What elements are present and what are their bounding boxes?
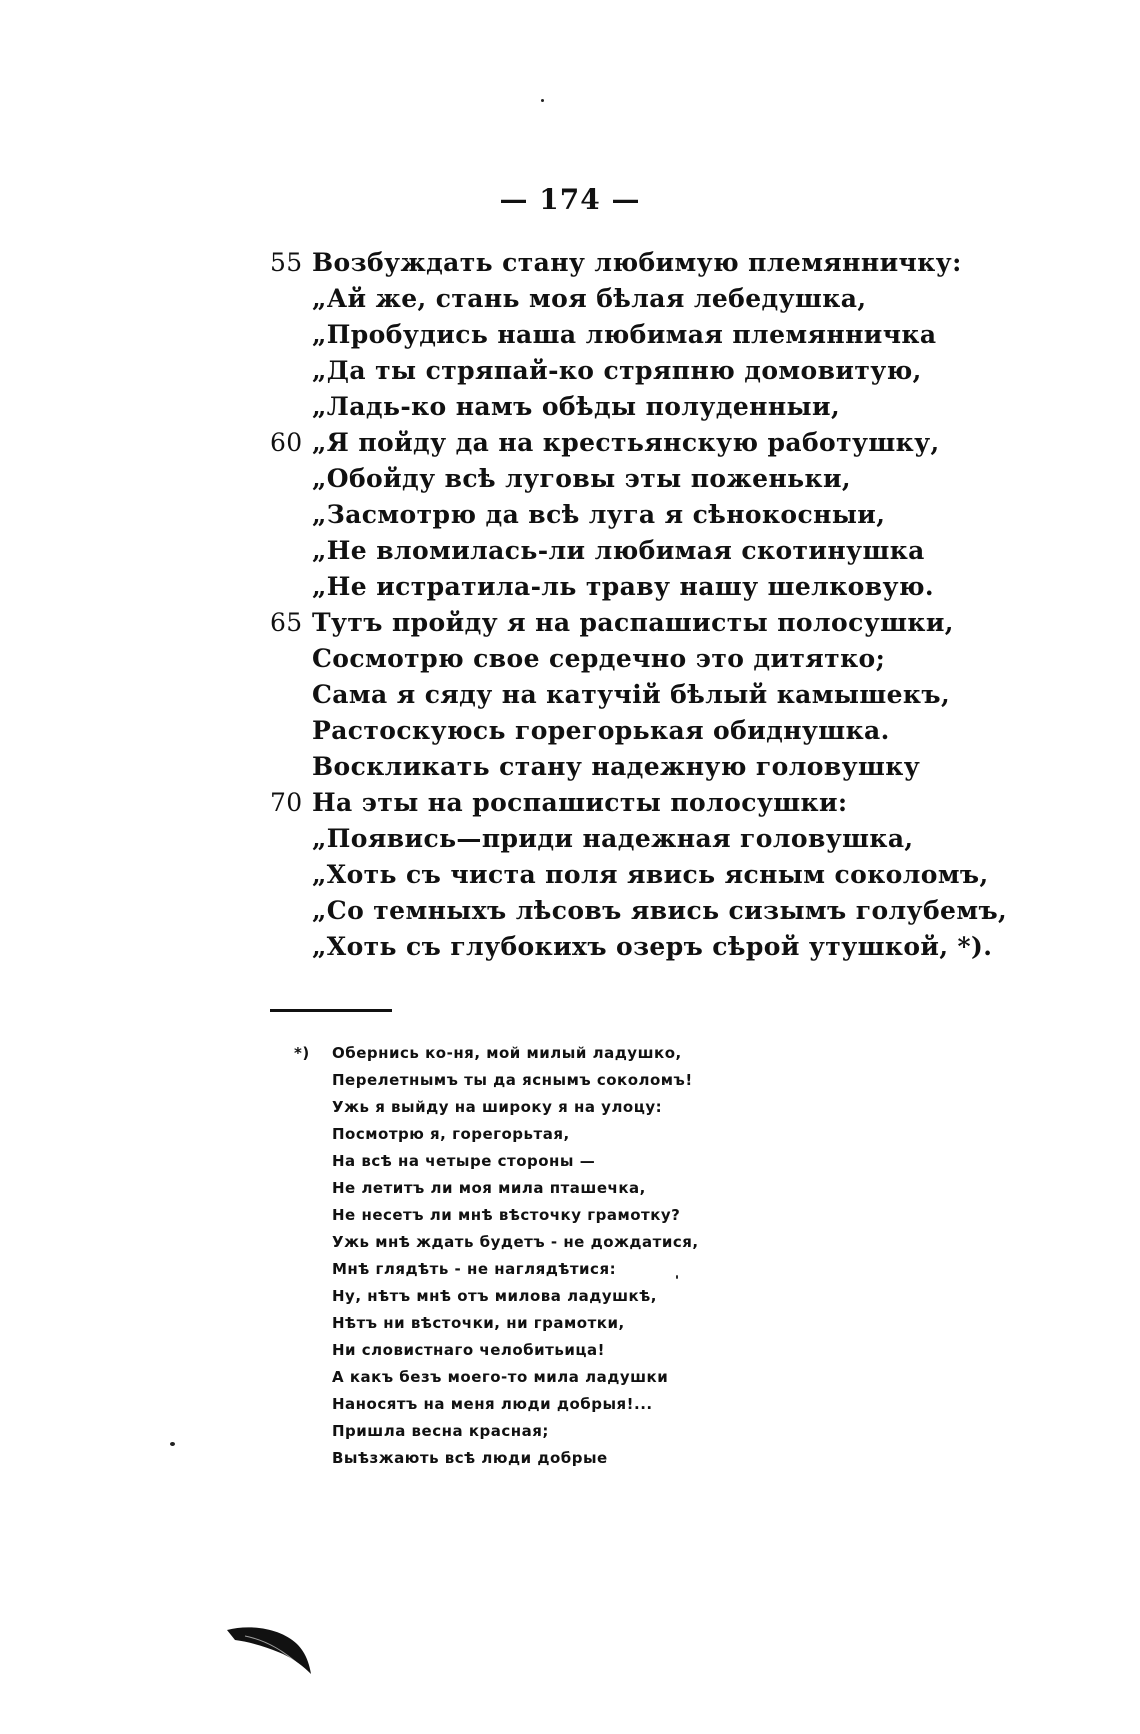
verse-text: „Ладь-ко намъ обѣды полуденныи,: [312, 392, 841, 421]
verse-number: 70: [270, 788, 303, 817]
verse-text: Сама я сяду на катучій бѣлый камышекъ,: [312, 680, 951, 709]
footnote-line: [300, 1094, 860, 1121]
footnote-line: [300, 1148, 860, 1175]
ink-speck: [170, 1442, 175, 1446]
verse-line: [270, 749, 970, 785]
verse-text: „Обойду всѣ луговы эты поженьки,: [312, 464, 852, 493]
footnote-line: [300, 1256, 860, 1283]
footnote-text: На всѣ на четыре стороны —: [332, 1152, 596, 1170]
footnote-text: Пришла весна красная;: [332, 1422, 549, 1440]
verse-line: [270, 245, 970, 281]
footnote-mark: *): [294, 1044, 310, 1062]
footnote-text: Обернись ко-ня, мой милый ладушко,: [332, 1044, 682, 1062]
verse-text: Возбуждать стану любимую племянничку:: [312, 248, 962, 277]
footnote-text: Не летитъ ли моя мила пташечка,: [332, 1179, 646, 1197]
verse-line: [270, 425, 970, 461]
verse-line: [270, 929, 993, 965]
verse-line: [270, 785, 970, 821]
verse-block: [270, 245, 1008, 965]
verse-text: „Ай же, стань моя бѣлая лебедушка,: [312, 284, 867, 313]
verse-line: [270, 317, 970, 353]
footnote-text: Ужь мнѣ ждать будетъ - не дождатися,: [332, 1233, 699, 1251]
verse-text: „Я пойду да на крестьянскую работушку,: [312, 428, 940, 457]
footnote-block: [294, 1040, 860, 1472]
verse-line: [270, 713, 970, 749]
footnote-text: Наносятъ на меня люди добрыя!...: [332, 1395, 653, 1413]
verse-text: „Хоть съ чиста поля явись ясным соколомъ,: [312, 860, 989, 889]
footnote-line: [300, 1067, 860, 1094]
verse-text: На эты на роспашисты полосушки:: [312, 788, 848, 817]
footnote-line: [300, 1202, 860, 1229]
quill-ornament-icon: [225, 1622, 315, 1682]
page-number: — 174 —: [499, 183, 641, 216]
footnote-line: [300, 1310, 860, 1337]
footnote-line: [300, 1283, 860, 1310]
footnote-line: [294, 1040, 860, 1067]
footnote-text: Выѣзжають всѣ люди добрые: [332, 1449, 608, 1467]
verse-line: [270, 821, 970, 857]
verse-text: „Со темныхъ лѣсовъ явись сизымъ голубемъ,: [312, 896, 1008, 925]
verse-line: [270, 533, 970, 569]
verse-text: Растоскуюсь горегорькая обиднушка.: [312, 716, 890, 745]
footnote-text: Посмотрю я, горегорьтая,: [332, 1125, 570, 1143]
verse-number: 60: [270, 428, 303, 457]
verse-line: [270, 497, 970, 533]
verse-text: „Появись—приди надежная головушка,: [312, 824, 914, 853]
verse-line: [270, 569, 970, 605]
verse-line: [270, 641, 970, 677]
verse-line: [270, 353, 970, 389]
verse-line: [270, 605, 970, 641]
verse-text: Тутъ пройду я на распашисты полосушки,: [312, 608, 954, 637]
verse-text: „Засмотрю да всѣ луга я сѣнокосныи,: [312, 500, 886, 529]
footnote-line: [300, 1364, 860, 1391]
footnote-divider: [270, 1009, 392, 1012]
footnote-line: [300, 1121, 860, 1148]
footnote-text: Мнѣ глядѣть - не наглядѣтися:: [332, 1260, 617, 1278]
verse-line: [270, 389, 970, 425]
verse-number: 65: [270, 608, 303, 637]
footnote-text: Перелетнымъ ты да яснымъ соколомъ!: [332, 1071, 693, 1089]
verse-text: „Хоть съ глубокихъ озеръ сѣрой утушкой, *).: [312, 932, 993, 961]
ink-speck: [541, 99, 544, 102]
footnote-line: [300, 1229, 860, 1256]
verse-line: [270, 893, 1008, 929]
footnote-text: Ужь я выйду на широку я на улоцу:: [332, 1098, 663, 1116]
footnote-line: [300, 1391, 860, 1418]
verse-text: „Пробудись наша любимая племянничка: [312, 320, 937, 349]
footnote-line: [300, 1445, 860, 1472]
footnote-text: Ну, нѣтъ мнѣ отъ милова ладушкѣ,: [332, 1287, 657, 1305]
footnote-line: [300, 1337, 860, 1364]
footnote-text: Нѣтъ ни вѣсточки, ни грамотки,: [332, 1314, 625, 1332]
verse-text: „Не истратила-ль траву нашу шелковую.: [312, 572, 935, 601]
verse-text: Воскликать стану надежную головушку: [312, 752, 921, 781]
verse-text: „Не вломилась-ли любимая скотинушка: [312, 536, 925, 565]
verse-line: [270, 461, 970, 497]
verse-text: Сосмотрю свое сердечно это дитятко;: [312, 644, 886, 673]
footnote-line: [300, 1418, 860, 1445]
footnote-text: А какъ безъ моего-то мила ладушки: [332, 1368, 669, 1386]
footnote-text: Не несетъ ли мнѣ вѣсточку грамотку?: [332, 1206, 681, 1224]
verse-text: „Да ты стряпай-ко стряпню домовитую,: [312, 356, 922, 385]
footnote-line: [300, 1175, 860, 1202]
verse-line: [270, 857, 989, 893]
verse-line: [270, 677, 970, 713]
footnote-text: Ни словистнаго челобитьица!: [332, 1341, 605, 1359]
verse-line: [270, 281, 970, 317]
verse-number: 55: [270, 248, 303, 277]
